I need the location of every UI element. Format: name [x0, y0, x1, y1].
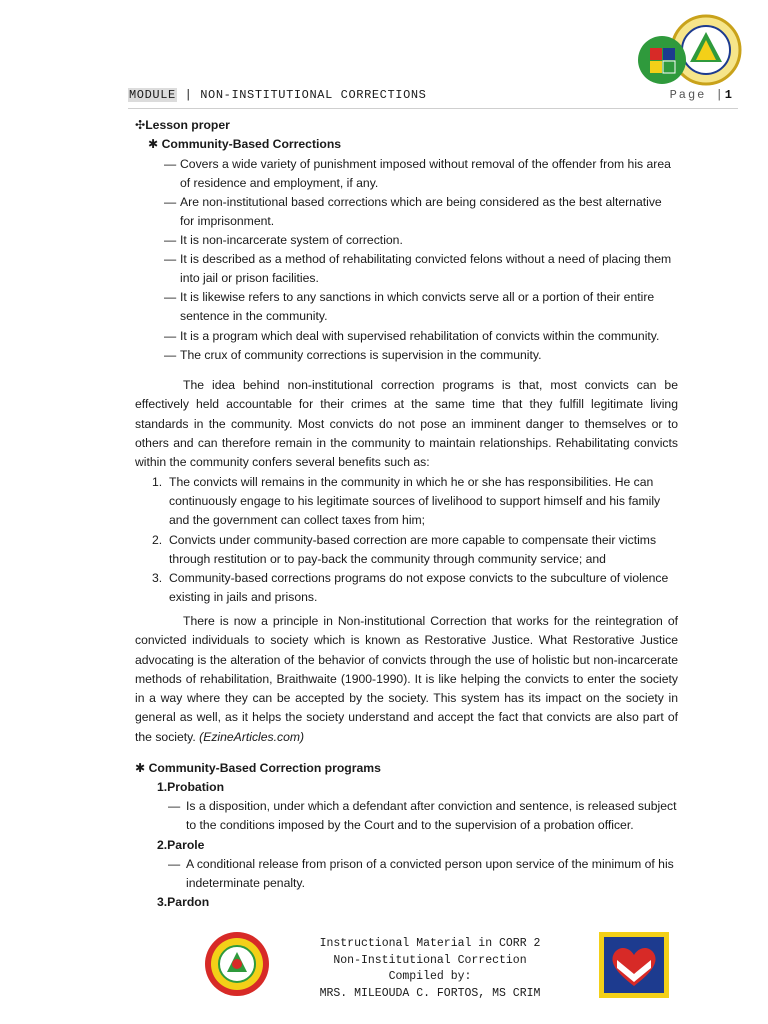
dash-icon: — [164, 252, 177, 266]
dash-icon: — [168, 857, 181, 871]
section-heading-community-based-corrections: ✱ Community-Based Corrections [148, 137, 342, 151]
footer-line-author: MRS. MILEOUDA C. FORTOS, MS CRIM [319, 986, 541, 1000]
list-item-continuation: of residence and employment, if any. [180, 176, 379, 190]
benefit-item: Community-based corrections programs do not expose convicts to the subculture of violence [169, 571, 669, 585]
footer-line-course: Non-Institutional Correction [333, 953, 527, 967]
university-seal-logo [636, 12, 746, 92]
program-description: A conditional release from prison of a convicted person upon service of the minimum of his [186, 857, 674, 871]
lesson-heading: ✣Lesson proper [135, 118, 230, 132]
list-item: It is likewise refers to any sanctions in which convicts serve all or a portion of their entire [180, 290, 655, 304]
footer-line-material: Instructional Material in CORR 2 [319, 937, 541, 950]
list-number: 1. [152, 475, 163, 489]
program-description-continuation: indeterminate penalty. [186, 876, 306, 890]
dash-icon: — [164, 195, 177, 209]
dash-icon: — [164, 348, 177, 362]
program-description: Is a disposition, under which a defendant after conviction and sentence, is released subject [186, 799, 677, 813]
benefit-item-continuation: through restitution or to pay-back the community through community service; and [169, 552, 606, 566]
college-seal-icon [203, 930, 271, 998]
program-parole-label: 2.Parole [157, 838, 205, 852]
list-item: It is described as a method of rehabilitating convicted felons without a need of placing them [180, 252, 672, 266]
list-number: 2. [152, 533, 163, 547]
page-header [128, 88, 738, 109]
dash-icon: — [164, 233, 177, 247]
list-item-continuation: sentence in the community. [180, 309, 328, 323]
benefit-item-continuation: existing in jails and prisons. [169, 590, 318, 604]
list-item: It is a program which deal with supervised rehabilitation of convicts within the community. [180, 329, 660, 343]
list-item: It is non-incarcerate system of correction. [180, 233, 403, 247]
module-label: MODULE [129, 88, 176, 102]
program-probation-label: 1.Probation [157, 780, 225, 794]
heart-shield-logo-icon [597, 930, 671, 1000]
footer-line-compiled: Compiled by: [388, 970, 472, 983]
benefit-item-continuation: continuously engage to his legitimate sources of livelihood to support himself and his family [169, 494, 661, 508]
benefit-item: The convicts will remains in the community in which he or she has responsibilities. He can [169, 475, 654, 489]
section-heading-correction-programs: ✱ Community-Based Correction programs [135, 761, 381, 775]
list-item-continuation: into jail or prison facilities. [180, 271, 319, 285]
list-item: Covers a wide variety of punishment imposed without removal of the offender from his area [180, 157, 671, 171]
dash-icon: — [164, 329, 177, 343]
program-pardon-label: 3.Pardon [157, 895, 210, 909]
list-item: Are non-institutional based corrections which are being considered as the best alternative [180, 195, 662, 209]
list-number: 3. [152, 571, 163, 585]
page-indicator [670, 88, 734, 102]
asterisk-bullet-icon: ✱ [135, 761, 146, 775]
citation: (EzineArticles.com) [199, 729, 305, 744]
module-title: NON-INSTITUTIONAL CORRECTIONS [200, 88, 427, 102]
asterisk-bullet-icon: ✱ [148, 137, 159, 151]
dash-icon: — [164, 290, 177, 304]
dash-icon: — [168, 799, 181, 813]
paragraph-intro: The idea behind non-institutional correction programs is that, most convicts can be effectively held accountable for their crimes at the same time that they fulfill legitimate living standards in the community. Most convicts do not pose an imminent danger to themselves or to others and can therefore remain in the community to maintain relationships. Rehabilitating convicts within the community confers several benefits such as: [135, 378, 678, 470]
benefit-item-continuation: and the government can collect taxes from him; [169, 513, 426, 527]
list-item: The crux of community corrections is supervision in the community. [180, 348, 542, 362]
benefit-item: Convicts under community-based correction are more capable to compensate their victims [169, 533, 657, 547]
paragraph-restorative-justice: There is now a principle in Non-institutional Correction that works for the reintegration of convicted individuals to society which is known as Restorative Justice. What Restorative Justice advocating is the alteration of the behavior of convicts through the use of holistic but non-incarcerate methods of rehabilitation, Braithwaite (1900-1990). It is like helping the convicts to enter the society in a way where they can be accepted by the society. This system has its impact on the society in general as well, as it helps the society understand and accept the fact that convicts are also part of the society. (EzineArticles.com) [135, 614, 678, 744]
page-number: 1 [724, 88, 734, 102]
diamond-bullet-icon: ✣ [135, 118, 146, 132]
header-separator: | [184, 88, 193, 102]
list-item-continuation: for imprisonment. [180, 214, 275, 228]
footer-credits [290, 936, 570, 1002]
page-label: Page | [669, 88, 725, 102]
program-description-continuation: to the conditions imposed by the Court and to the supervision of a probation officer. [186, 818, 634, 832]
dash-icon: — [164, 157, 177, 171]
